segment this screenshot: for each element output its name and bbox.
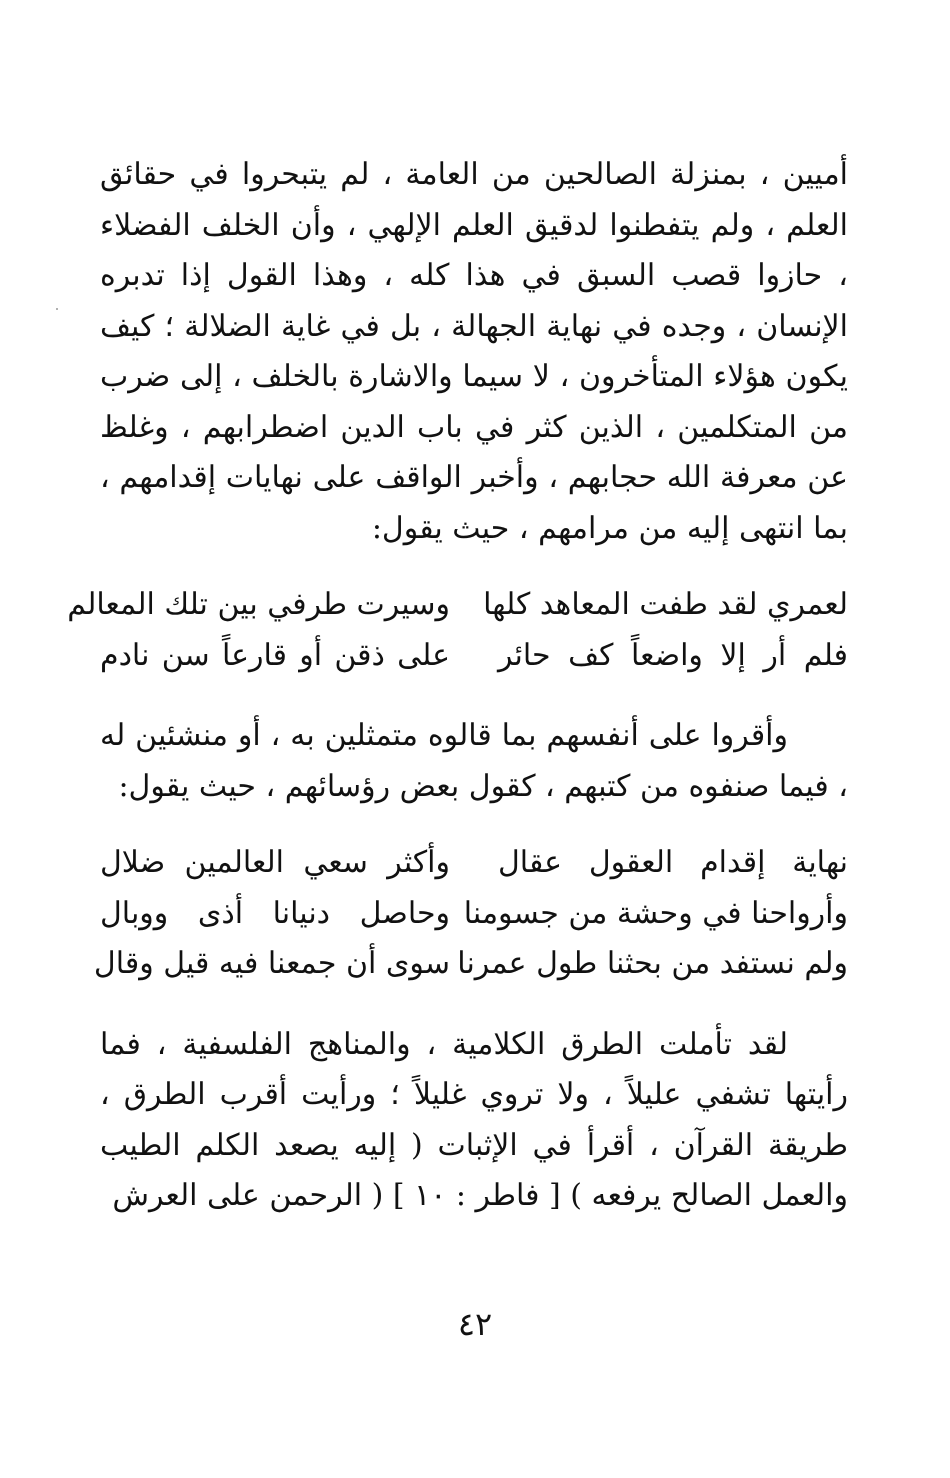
verse-second-hemistich: على ذقن أو قارعاً سن نادم (100, 637, 450, 673)
verse-first-hemistich: فلم أر إلا واضعاً كف حائر (498, 637, 848, 673)
paragraph-3: لقد تأملت الطرق الكلامية ، والمناهج الفلسفية ، فما رأيتها تشفي عليلاً ، ولا تروي غليلاً ؛ ورأيت أقرب الطرق ، طريقة القرآن ، أقرأ في الإثبات ( إليه يصعد الكلم الطيب والعمل الصالح يرفعه ) [ فاطر : ١٠ ] ( الرحمن على العرش (100, 1026, 848, 1213)
page-number: ٤٢ (457, 1305, 493, 1343)
verse-first-hemistich: لعمري لقد طفت المعاهد كلها (483, 587, 848, 622)
verse (100, 838, 848, 889)
paragraph-2: وأقروا على أنفسهم بما قالوه متمثلين به ، أو منشئين له ، فيما صنفوه من كتبهم ، كقول بعض رؤسائهم ، حيث يقول: (100, 718, 848, 804)
verse-second-hemistich: وحاصل دنيانا أذى ووبال (100, 895, 450, 931)
poem-2 (93, 838, 848, 990)
margin-speck (56, 308, 58, 310)
verse-second-hemistich: وأكثر سعي العالمين ضلال (100, 845, 450, 880)
verse-first-hemistich: نهاية إقدام العقول عقال (498, 845, 848, 880)
verse-first-hemistich: ولم نستفد من بحثنا طول عمرنا (457, 946, 848, 981)
verse-first-hemistich: وأرواحنا في وحشة من جسومنا (463, 895, 848, 931)
page-body (67, 150, 848, 1222)
verse (100, 889, 848, 940)
verse-second-hemistich: وسيرت طرفي بين تلك المعالم (67, 587, 450, 622)
paragraph-1: أميين ، بمنزلة الصالحين من العامة ، لم يتبحروا في حقائق العلم ، ولم يتفطنوا لدقيق العلم الإلهي ، وأن الخلف الفضلاء ، حازوا قصب السبق في هذا كله ، وهذا القول إذا تدبره الإنسان ، وجده في نهاية الجهالة ، بل في غاية الضلالة ؛ كيف يكون هؤلاء المتأخرون ، لا سيما والاشارة بالخلف ، إلى ضرب من المتكلمين ، الذين كثر في باب الدين اضطرابهم ، وغلظ عن معرفة الله حجابهم ، وأخبر الواقف على نهايات إقدامهم ، بما انتهى إليه من مرامهم ، حيث يقول: (100, 157, 848, 546)
verse (100, 631, 848, 682)
verse (67, 580, 848, 631)
verse-second-hemistich: سوى أن جمعنا فيه قيل وقال (93, 946, 450, 981)
verse (93, 939, 848, 990)
poem-1 (67, 580, 848, 681)
